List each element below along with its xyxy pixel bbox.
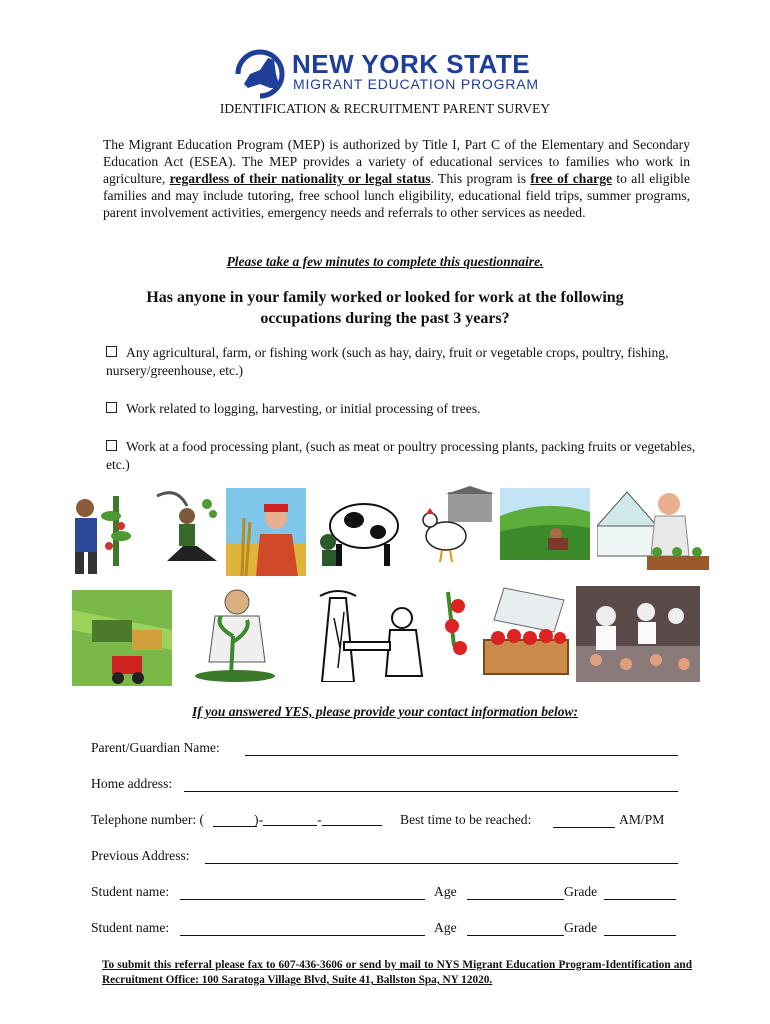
intro-paragraph: The Migrant Education Program (MEP) is authorized by Title I, Part C of the Elementary and Secondary Education Act (ESEA). The MEP provides a variety of educational services to families who work in agriculture, regardless of their nationality or legal status. This program is free of charge to all eligible families and may include tutoring, free school lunch eligibility, educational field trips, summer programs, parent involvement activities, emergency needs and referrals to other services as needed. bbox=[103, 137, 690, 220]
home-address-label: Home address: bbox=[91, 776, 173, 791]
age-label-2: Age bbox=[434, 920, 457, 935]
option-agricultural[interactable]: Any agricultural, farm, or fishing work (such as hay, dairy, fruit or vegetable crops, poultry, fishing, nursery/greenhouse, etc.) bbox=[106, 345, 669, 378]
field-worker-picture bbox=[500, 488, 590, 560]
checkbox-agricultural[interactable] bbox=[106, 346, 117, 357]
seedling-farmer-picture bbox=[185, 586, 291, 682]
previous-address-field[interactable] bbox=[205, 863, 678, 864]
program-logo-subtitle: MIGRANT EDUCATION PROGRAM bbox=[293, 76, 539, 92]
age-label-1: Age bbox=[434, 884, 457, 899]
tomatoes-crate-picture bbox=[444, 586, 570, 678]
nationality-emphasis: regardless of their nationality or legal status bbox=[169, 171, 431, 186]
harvester-tractor-picture bbox=[72, 590, 172, 686]
grade-label-2: Grade bbox=[564, 920, 598, 935]
parent-name-label: Parent/Guardian Name: bbox=[91, 740, 220, 755]
parent-name-field[interactable] bbox=[245, 755, 678, 756]
wheat-farmer-picture bbox=[226, 488, 306, 576]
submission-instructions: To submit this referral please fax to 607-436-3606 or send by mail to NYS Migrant Education Program-Identification and Recruitment Office: 100 Saratoga Village Blvd, Suite 41, Ballston Spa, NY 12020. bbox=[102, 959, 692, 986]
program-logo-title: NEW YORK STATE bbox=[292, 49, 531, 79]
farmworker-crops-picture bbox=[63, 486, 143, 576]
ny-state-map-icon bbox=[230, 44, 290, 104]
student-name-label-2: Student name: bbox=[91, 920, 170, 935]
food-processing-plant-picture bbox=[576, 586, 700, 682]
grade-field-1[interactable] bbox=[604, 899, 676, 900]
ampm-label: AM/PM bbox=[619, 812, 665, 827]
option-food-processing[interactable]: Work at a food processing plant, (such as meat or poultry processing plants, packing fruits or vegetables, etc.) bbox=[106, 439, 696, 472]
best-time-label: Best time to be reached: bbox=[400, 812, 532, 827]
age-field-1[interactable] bbox=[467, 899, 564, 900]
student-name-label-1: Student name: bbox=[91, 884, 170, 899]
occupation-question: Has anyone in your family worked or looked for work at the following occupations during the past 3 years? bbox=[146, 289, 624, 327]
fruit-picker-picture bbox=[147, 486, 222, 566]
best-time-field[interactable] bbox=[553, 827, 615, 828]
dairy-cow-picture bbox=[314, 488, 402, 568]
student-name-field-2[interactable] bbox=[180, 935, 425, 936]
grade-field-2[interactable] bbox=[604, 935, 676, 936]
checkbox-food-processing[interactable] bbox=[106, 440, 117, 451]
telephone-label: Telephone number: ( )- - bbox=[91, 812, 382, 828]
home-address-field[interactable] bbox=[184, 791, 678, 792]
student-name-field-1[interactable] bbox=[180, 899, 425, 900]
nursery-greenhouse-picture bbox=[597, 486, 712, 574]
grade-label-1: Grade bbox=[564, 884, 598, 899]
chicken-farm-picture bbox=[412, 486, 494, 564]
questionnaire-prompt: Please take a few minutes to complete this questionnaire. bbox=[226, 254, 544, 269]
checkbox-logging[interactable] bbox=[106, 402, 117, 413]
previous-address-label: Previous Address: bbox=[91, 848, 190, 863]
document-title: IDENTIFICATION & RECRUITMENT PARENT SURVEY bbox=[219, 101, 551, 116]
yes-contact-prompt: If you answered YES, please provide your contact information below: bbox=[191, 704, 578, 719]
chainsaw-worker-picture bbox=[340, 606, 436, 680]
free-of-charge-emphasis: free of charge bbox=[530, 171, 613, 186]
age-field-2[interactable] bbox=[467, 935, 564, 936]
option-logging[interactable]: Work related to logging, harvesting, or initial processing of trees. bbox=[106, 400, 696, 418]
